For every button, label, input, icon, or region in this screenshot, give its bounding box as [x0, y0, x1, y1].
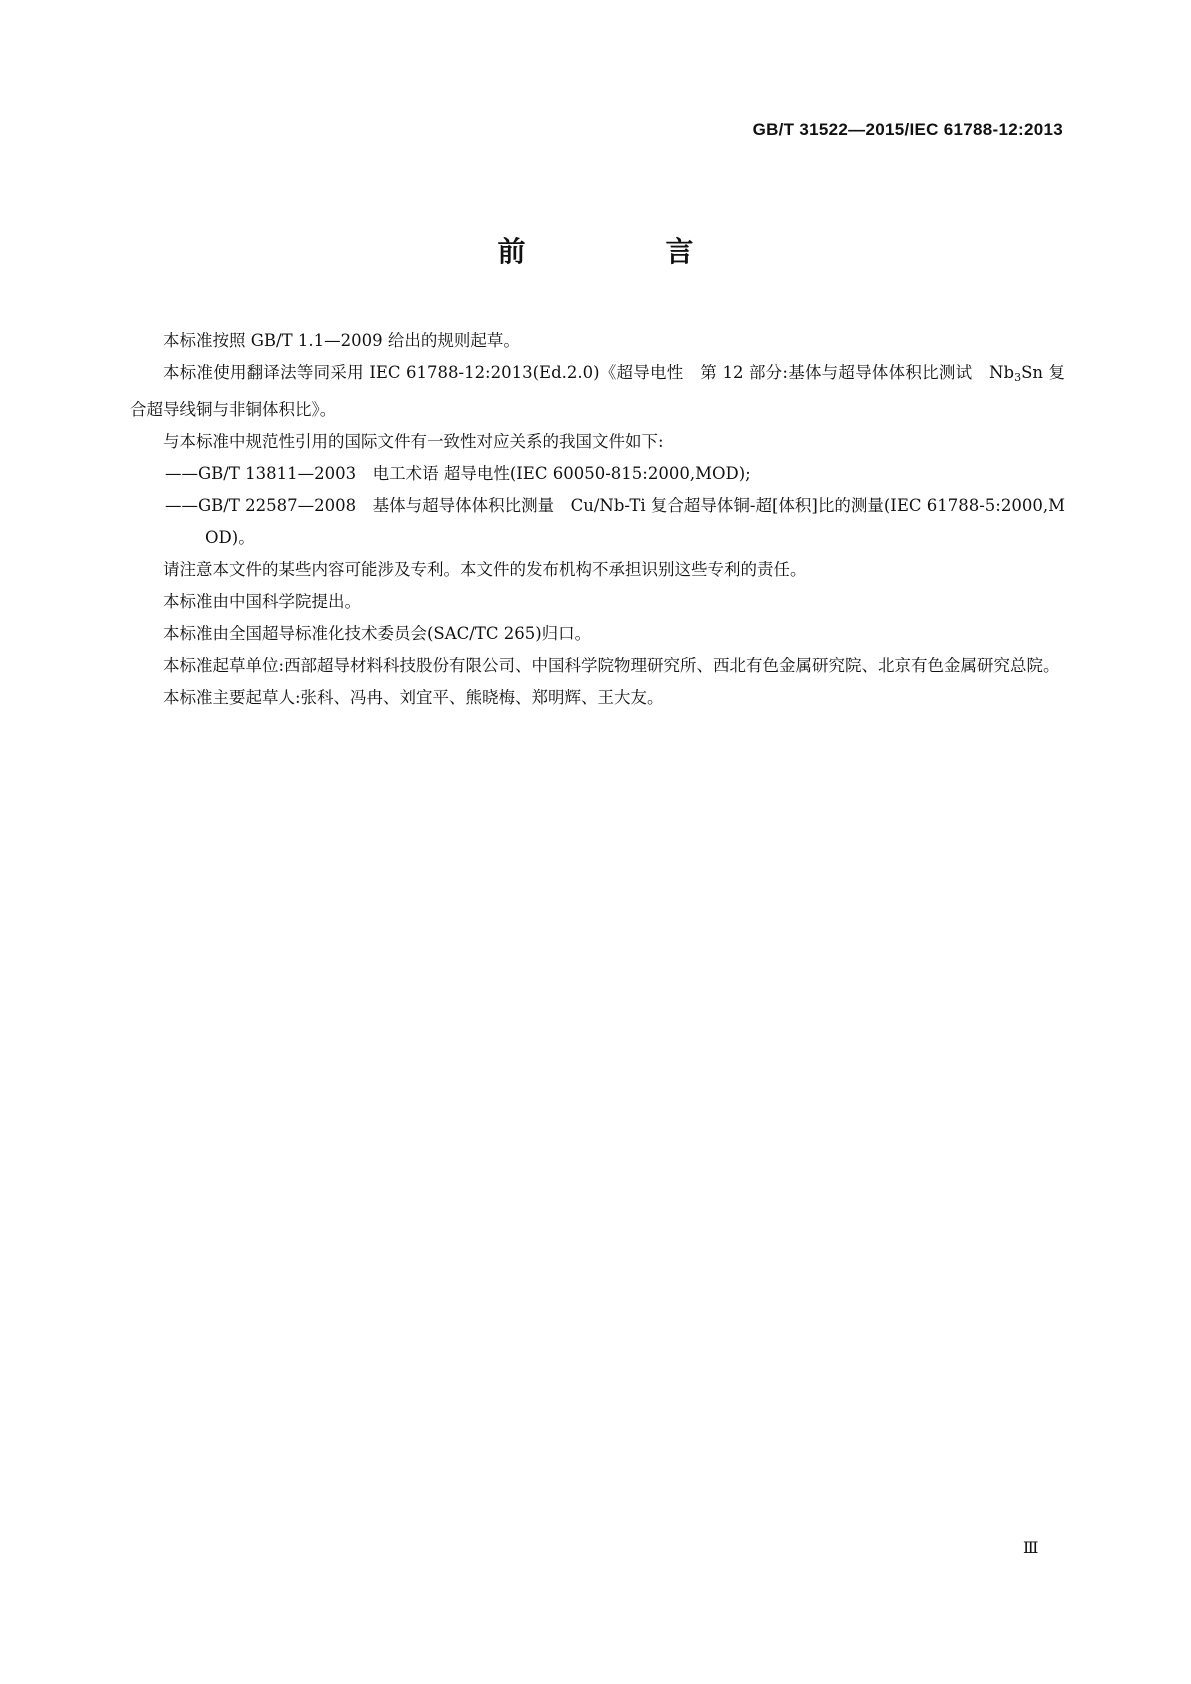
list-item-reference-1: ——GB/T 13811—2003 电工术语 超导电性(IEC 60050-815:2000,MOD);	[165, 464, 751, 483]
page-number: Ⅲ	[1023, 1538, 1039, 1557]
paragraph-proposer: 本标准由中国科学院提出。	[163, 592, 361, 611]
paragraph-centralized-by: 本标准由全国超导标准化技术委员会(SAC/TC 265)归口。	[163, 624, 592, 643]
paragraph-adoption	[130, 357, 1065, 426]
paragraph-drafting-rules: 本标准按照 GB/T 1.1—2009 给出的规则起草。	[163, 331, 520, 350]
paragraph-drafters: 本标准主要起草人:张科、冯冉、刘宜平、熊晓梅、郑明辉、王大友。	[163, 688, 664, 707]
subscript-3: 3	[1014, 371, 1022, 384]
list-item-reference-2: ——GB/T 22587—2008 基体与超导体体积比测量 Cu/Nb-Ti 复合超导体铜-超[体积]比的测量(IEC 61788-5:2000,MOD)。	[165, 496, 1065, 547]
foreword-body	[130, 325, 1065, 714]
section-title: 前 言	[497, 235, 750, 268]
paragraph-drafting-units: 本标准起草单位:西部超导材料科技股份有限公司、中国科学院物理研究所、西北有色金属研究院、北京有色金属研究总院。	[163, 656, 1060, 675]
paragraph-adoption-text: 本标准使用翻译法等同采用 IEC 61788-12:2013(Ed.2.0)《超导电性 第 12 部分:基体与超导体体积比测试 Nb	[163, 363, 1015, 382]
paragraph-patent-notice: 请注意本文件的某些内容可能涉及专利。本文件的发布机构不承担识别这些专利的责任。	[163, 560, 807, 579]
paragraph-adoption-text-end: Sn 复合超导线铜与非铜体积比》。	[130, 363, 1065, 419]
document-header: GB/T 31522—2015/IEC 61788-12:2013	[752, 120, 1063, 139]
paragraph-references-intro: 与本标准中规范性引用的国际文件有一致性对应关系的我国文件如下:	[163, 432, 664, 451]
